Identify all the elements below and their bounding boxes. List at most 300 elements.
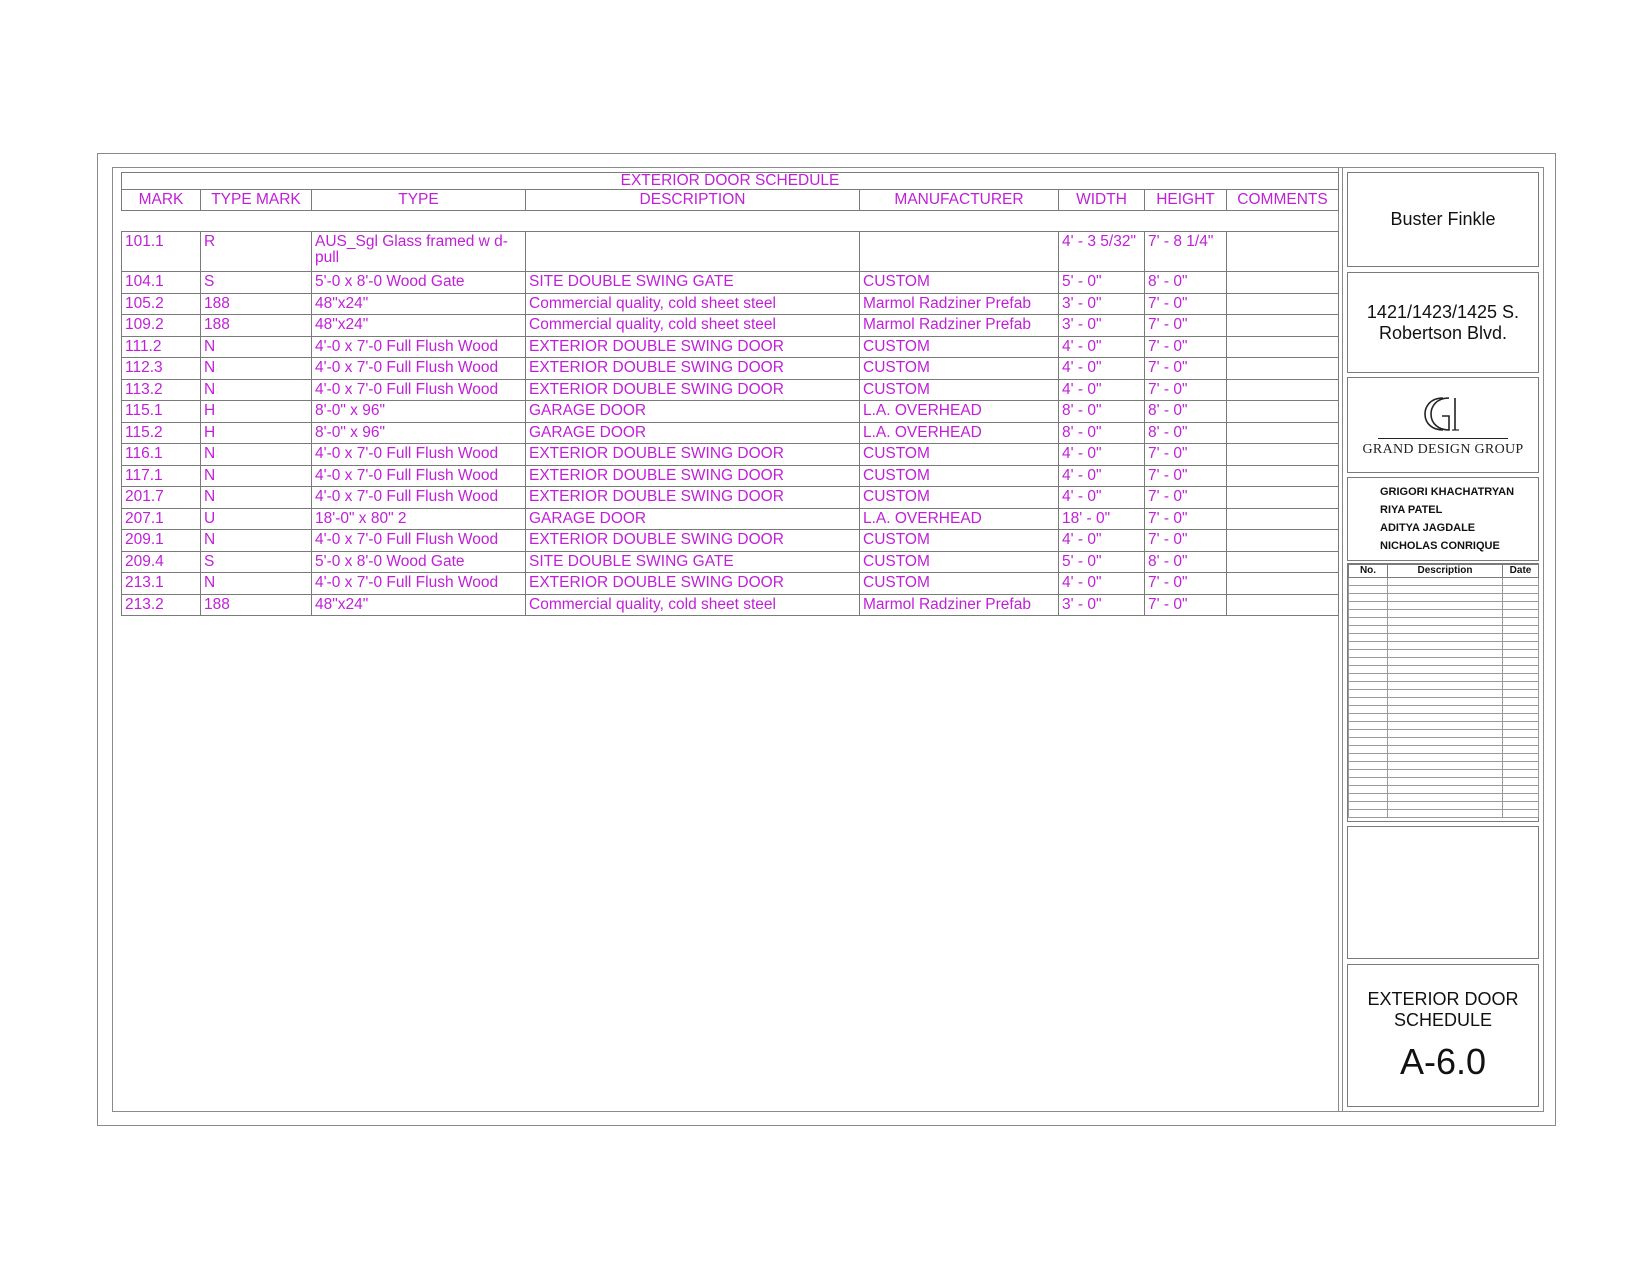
team-member: NICHOLAS CONRIQUE <box>1380 540 1500 552</box>
revision-cell <box>1349 586 1388 594</box>
client-box <box>1347 172 1539 267</box>
revision-cell <box>1503 794 1539 802</box>
schedule-cell: N <box>201 487 312 509</box>
schedule-cell: 7' - 0" <box>1145 465 1227 487</box>
revision-cell <box>1388 698 1503 706</box>
revision-row <box>1349 706 1539 714</box>
schedule-cell: L.A. OVERHEAD <box>860 401 1059 423</box>
revision-cell <box>1349 658 1388 666</box>
revision-cell <box>1349 594 1388 602</box>
revision-cell <box>1503 602 1539 610</box>
schedule-cell: EXTERIOR DOUBLE SWING DOOR <box>526 358 860 380</box>
schedule-cell <box>1227 530 1339 552</box>
schedule-cell: 188 <box>201 594 312 616</box>
schedule-cell: EXTERIOR DOUBLE SWING DOOR <box>526 465 860 487</box>
schedule-cell: L.A. OVERHEAD <box>860 422 1059 444</box>
schedule-cell: H <box>201 422 312 444</box>
revision-cell <box>1503 682 1539 690</box>
schedule-cell: EXTERIOR DOUBLE SWING DOOR <box>526 336 860 358</box>
revision-cell <box>1388 618 1503 626</box>
schedule-cell: 4'-0 x 7'-0 Full Flush Wood <box>312 379 526 401</box>
revision-rows <box>1349 578 1539 818</box>
address-line-1: 1421/1423/1425 S. <box>1366 301 1520 322</box>
schedule-body <box>122 211 1339 616</box>
column-header: HEIGHT <box>1145 190 1227 211</box>
revision-cell <box>1503 802 1539 810</box>
revision-cell <box>1388 746 1503 754</box>
revision-cell <box>1349 666 1388 674</box>
revision-cell <box>1503 786 1539 794</box>
revision-cell <box>1388 810 1503 818</box>
revision-row <box>1349 634 1539 642</box>
revision-cell <box>1388 602 1503 610</box>
column-header: MARK <box>122 190 201 211</box>
schedule-cell <box>1227 594 1339 616</box>
schedule-cell: 188 <box>201 315 312 337</box>
revision-cell <box>1349 802 1388 810</box>
schedule-cell: 116.1 <box>122 444 201 466</box>
revision-cell <box>1388 778 1503 786</box>
team-member: RIYA PATEL <box>1380 504 1443 516</box>
schedule-row <box>122 422 1339 444</box>
sheet-info-box <box>1347 964 1539 1107</box>
schedule-cell: CUSTOM <box>860 487 1059 509</box>
logo-text: GRAND DESIGN GROUP <box>1362 442 1524 457</box>
column-header: WIDTH <box>1059 190 1145 211</box>
schedule-cell: 4'-0 x 7'-0 Full Flush Wood <box>312 444 526 466</box>
schedule-row <box>122 487 1339 509</box>
schedule-cell: 4' - 0" <box>1059 336 1145 358</box>
schedule-cell: 3' - 0" <box>1059 293 1145 315</box>
team-box <box>1347 477 1539 561</box>
schedule-cell: 4'-0 x 7'-0 Full Flush Wood <box>312 530 526 552</box>
schedule-cell: 8' - 0" <box>1145 422 1227 444</box>
revision-cell <box>1388 658 1503 666</box>
schedule-cell: 8' - 0" <box>1145 551 1227 573</box>
logo-box <box>1347 377 1539 473</box>
schedule-cell: EXTERIOR DOUBLE SWING DOOR <box>526 487 860 509</box>
schedule-cell: 111.2 <box>122 336 201 358</box>
revision-cell <box>1349 706 1388 714</box>
schedule-cell: 7' - 8 1/4" <box>1145 232 1227 272</box>
revision-cell <box>1503 594 1539 602</box>
schedule-cell: 7' - 0" <box>1145 315 1227 337</box>
revision-row <box>1349 762 1539 770</box>
schedule-cell: SITE DOUBLE SWING GATE <box>526 551 860 573</box>
schedule-cell: CUSTOM <box>860 444 1059 466</box>
schedule-cell: 8' - 0" <box>1145 272 1227 294</box>
revision-cell <box>1503 778 1539 786</box>
schedule-row <box>122 401 1339 423</box>
schedule-cell: 4'-0 x 7'-0 Full Flush Wood <box>312 465 526 487</box>
revision-cell <box>1503 578 1539 586</box>
stamp-box <box>1347 826 1539 959</box>
schedule-cell: 115.2 <box>122 422 201 444</box>
schedule-cell: 8'-0" x 96" <box>312 422 526 444</box>
revision-cell <box>1503 674 1539 682</box>
column-header: COMMENTS <box>1227 190 1339 211</box>
schedule-cell: 113.2 <box>122 379 201 401</box>
schedule-cell: CUSTOM <box>860 551 1059 573</box>
revision-row <box>1349 650 1539 658</box>
revision-row <box>1349 738 1539 746</box>
schedule-cell: 3' - 0" <box>1059 315 1145 337</box>
schedule-cell: 5'-0 x 8'-0 Wood Gate <box>312 551 526 573</box>
schedule-row <box>122 358 1339 380</box>
schedule-cell: 7' - 0" <box>1145 444 1227 466</box>
revision-cell <box>1503 618 1539 626</box>
schedule-cell: 105.2 <box>122 293 201 315</box>
revision-row <box>1349 802 1539 810</box>
revision-cell <box>1503 634 1539 642</box>
schedule-cell: 7' - 0" <box>1145 293 1227 315</box>
revision-cell <box>1388 706 1503 714</box>
revision-row <box>1349 754 1539 762</box>
schedule-cell: 4' - 0" <box>1059 465 1145 487</box>
schedule-row <box>122 315 1339 337</box>
revision-cell <box>1349 786 1388 794</box>
schedule-cell: Marmol Radziner Prefab <box>860 315 1059 337</box>
schedule-cell: L.A. OVERHEAD <box>860 508 1059 530</box>
revision-row <box>1349 778 1539 786</box>
schedule-cell: 5' - 0" <box>1059 272 1145 294</box>
schedule-row <box>122 272 1339 294</box>
schedule-cell: EXTERIOR DOUBLE SWING DOOR <box>526 379 860 401</box>
revision-cell <box>1388 730 1503 738</box>
column-header: MANUFACTURER <box>860 190 1059 211</box>
revision-cell <box>1388 802 1503 810</box>
schedule-cell: 7' - 0" <box>1145 573 1227 595</box>
schedule-row <box>122 232 1339 272</box>
revision-cell <box>1349 618 1388 626</box>
revision-cell <box>1349 722 1388 730</box>
revision-row <box>1349 730 1539 738</box>
schedule-cell: CUSTOM <box>860 336 1059 358</box>
schedule-row <box>122 530 1339 552</box>
revision-cell <box>1349 810 1388 818</box>
schedule-cell <box>526 232 860 272</box>
revision-cell <box>1388 770 1503 778</box>
schedule-cell: CUSTOM <box>860 530 1059 552</box>
schedule-cell: AUS_Sgl Glass framed w d-pull <box>312 232 526 272</box>
revision-row <box>1349 786 1539 794</box>
schedule-cell: 4' - 0" <box>1059 379 1145 401</box>
schedule-cell: 201.7 <box>122 487 201 509</box>
schedule-cell: 7' - 0" <box>1145 508 1227 530</box>
revision-cell <box>1349 746 1388 754</box>
schedule-cell: 48"x24" <box>312 315 526 337</box>
column-header: DESCRIPTION <box>526 190 860 211</box>
revision-cell <box>1503 650 1539 658</box>
schedule-cell: 213.2 <box>122 594 201 616</box>
revision-cell <box>1349 578 1388 586</box>
schedule-cell: 207.1 <box>122 508 201 530</box>
schedule-row <box>122 594 1339 616</box>
schedule-cell <box>1227 232 1339 272</box>
schedule-cell: 4' - 0" <box>1059 530 1145 552</box>
schedule-row <box>122 293 1339 315</box>
schedule-cell: GARAGE DOOR <box>526 401 860 423</box>
schedule-cell: 4' - 0" <box>1059 573 1145 595</box>
sheet-title <box>1367 989 1518 1031</box>
schedule-cell <box>1227 508 1339 530</box>
schedule-cell: 188 <box>201 293 312 315</box>
revision-cell <box>1349 778 1388 786</box>
team-member: GRIGORI KHACHATRYAN <box>1380 486 1515 498</box>
schedule-cell: 8' - 0" <box>1145 401 1227 423</box>
revision-row <box>1349 794 1539 802</box>
schedule-cell <box>1227 444 1339 466</box>
schedule-row <box>122 444 1339 466</box>
schedule-cell: CUSTOM <box>860 465 1059 487</box>
schedule-cell: 4' - 0" <box>1059 444 1145 466</box>
revision-cell <box>1503 754 1539 762</box>
schedule-table <box>121 172 1339 616</box>
schedule-cell: N <box>201 465 312 487</box>
schedule-cell: 48"x24" <box>312 293 526 315</box>
schedule-cell: N <box>201 379 312 401</box>
revision-cell <box>1349 770 1388 778</box>
schedule-cell: CUSTOM <box>860 573 1059 595</box>
revision-cell <box>1388 578 1503 586</box>
revision-cell <box>1388 626 1503 634</box>
schedule-cell <box>860 232 1059 272</box>
schedule-cell <box>1227 551 1339 573</box>
team-list <box>1348 483 1514 555</box>
revision-cell <box>1503 610 1539 618</box>
revision-row <box>1349 610 1539 618</box>
revision-cell <box>1503 738 1539 746</box>
schedule-title: EXTERIOR DOOR SCHEDULE <box>122 173 1339 190</box>
schedule-cell <box>1227 272 1339 294</box>
revision-cell <box>1503 722 1539 730</box>
schedule-cell: GARAGE DOOR <box>526 422 860 444</box>
schedule-cell <box>1227 315 1339 337</box>
revision-cell <box>1388 586 1503 594</box>
revision-cell <box>1388 634 1503 642</box>
schedule-cell: S <box>201 551 312 573</box>
revision-row <box>1349 770 1539 778</box>
gdg-logo-icon <box>1413 392 1473 436</box>
revision-cell <box>1349 714 1388 722</box>
revision-cell <box>1349 794 1388 802</box>
schedule-cell: 209.4 <box>122 551 201 573</box>
revision-row <box>1349 666 1539 674</box>
client-name: Buster Finkle <box>1390 209 1496 229</box>
revision-cell <box>1388 714 1503 722</box>
schedule-cell: 4'-0 x 7'-0 Full Flush Wood <box>312 487 526 509</box>
revision-row <box>1349 698 1539 706</box>
revision-cell <box>1503 586 1539 594</box>
schedule-cell: 4' - 0" <box>1059 358 1145 380</box>
revision-cell <box>1349 610 1388 618</box>
revision-cell <box>1503 746 1539 754</box>
schedule-cell: Commercial quality, cold sheet steel <box>526 315 860 337</box>
revision-row <box>1349 714 1539 722</box>
schedule-cell: GARAGE DOOR <box>526 508 860 530</box>
team-member: ADITYA JAGDALE <box>1380 522 1476 534</box>
revision-cell <box>1349 754 1388 762</box>
revision-cell <box>1503 714 1539 722</box>
revision-cell <box>1349 602 1388 610</box>
schedule-cell: 4' - 0" <box>1059 487 1145 509</box>
revision-cell <box>1388 674 1503 682</box>
schedule-cell: CUSTOM <box>860 379 1059 401</box>
schedule-row <box>122 508 1339 530</box>
revision-box <box>1347 563 1539 822</box>
schedule-cell: 115.1 <box>122 401 201 423</box>
schedule-cell: 7' - 0" <box>1145 336 1227 358</box>
schedule-cell: N <box>201 358 312 380</box>
schedule-cell: N <box>201 573 312 595</box>
schedule-cell: Marmol Radziner Prefab <box>860 293 1059 315</box>
revision-cell <box>1503 730 1539 738</box>
revision-row <box>1349 722 1539 730</box>
schedule-cell <box>1227 487 1339 509</box>
schedule-cell: 7' - 0" <box>1145 358 1227 380</box>
schedule-cell: 112.3 <box>122 358 201 380</box>
revision-cell <box>1349 650 1388 658</box>
schedule-cell: EXTERIOR DOUBLE SWING DOOR <box>526 530 860 552</box>
schedule-cell: H <box>201 401 312 423</box>
revision-row <box>1349 690 1539 698</box>
schedule-cell: 7' - 0" <box>1145 379 1227 401</box>
schedule-cell: 4'-0 x 7'-0 Full Flush Wood <box>312 573 526 595</box>
revision-cell <box>1349 730 1388 738</box>
schedule-cell: 5' - 0" <box>1059 551 1145 573</box>
revision-cell <box>1388 642 1503 650</box>
schedule-cell <box>1227 573 1339 595</box>
schedule-cell: 213.1 <box>122 573 201 595</box>
schedule-cell: SITE DOUBLE SWING GATE <box>526 272 860 294</box>
schedule-cell: S <box>201 272 312 294</box>
schedule-cell: CUSTOM <box>860 272 1059 294</box>
schedule-cell: U <box>201 508 312 530</box>
logo-rule <box>1378 438 1508 439</box>
revision-cell <box>1349 642 1388 650</box>
revision-cell <box>1503 770 1539 778</box>
revision-cell <box>1388 594 1503 602</box>
rev-header-date: Date <box>1503 565 1539 578</box>
schedule-cell: CUSTOM <box>860 358 1059 380</box>
revision-cell <box>1388 786 1503 794</box>
column-header: TYPE MARK <box>201 190 312 211</box>
revision-cell <box>1503 666 1539 674</box>
sheet-title-line-2: SCHEDULE <box>1393 1009 1492 1030</box>
revision-cell <box>1503 626 1539 634</box>
schedule-cell: 8'-0" x 96" <box>312 401 526 423</box>
revision-cell <box>1388 610 1503 618</box>
schedule-cell <box>1227 293 1339 315</box>
schedule-row <box>122 551 1339 573</box>
revision-cell <box>1349 690 1388 698</box>
schedule-cell: 48"x24" <box>312 594 526 616</box>
schedule-cell: 18'-0" x 80" 2 <box>312 508 526 530</box>
schedule-cell: EXTERIOR DOUBLE SWING DOOR <box>526 444 860 466</box>
revision-cell <box>1349 626 1388 634</box>
revision-row <box>1349 626 1539 634</box>
schedule-cell: EXTERIOR DOUBLE SWING DOOR <box>526 573 860 595</box>
schedule-cell: 4'-0 x 7'-0 Full Flush Wood <box>312 358 526 380</box>
sheet-title-line-1: EXTERIOR DOOR <box>1367 988 1519 1009</box>
schedule-cell: 209.1 <box>122 530 201 552</box>
address-line-2: Robertson Blvd. <box>1378 322 1508 343</box>
schedule-cell: N <box>201 444 312 466</box>
revision-row <box>1349 586 1539 594</box>
schedule-cell: 3' - 0" <box>1059 594 1145 616</box>
revision-cell <box>1388 738 1503 746</box>
schedule-row <box>122 336 1339 358</box>
schedule-cell: Commercial quality, cold sheet steel <box>526 293 860 315</box>
revision-row <box>1349 746 1539 754</box>
schedule-cell: 7' - 0" <box>1145 487 1227 509</box>
schedule-cell: N <box>201 530 312 552</box>
revision-row <box>1349 810 1539 818</box>
schedule-row <box>122 573 1339 595</box>
rev-header-no: No. <box>1349 565 1388 578</box>
exterior-door-schedule <box>121 172 1338 616</box>
sheet-number: A-6.0 <box>1399 1040 1487 1082</box>
revision-cell <box>1349 762 1388 770</box>
schedule-cell: Commercial quality, cold sheet steel <box>526 594 860 616</box>
revision-row <box>1349 602 1539 610</box>
revision-cell <box>1503 658 1539 666</box>
schedule-cell: 104.1 <box>122 272 201 294</box>
schedule-cell <box>1227 379 1339 401</box>
schedule-spacer-row <box>122 211 1339 232</box>
schedule-cell: 109.2 <box>122 315 201 337</box>
revision-cell <box>1349 674 1388 682</box>
schedule-row <box>122 465 1339 487</box>
revision-row <box>1349 594 1539 602</box>
revision-row <box>1349 642 1539 650</box>
schedule-cell <box>1227 401 1339 423</box>
revision-cell <box>1388 666 1503 674</box>
revision-cell <box>1503 698 1539 706</box>
schedule-cell: 7' - 0" <box>1145 530 1227 552</box>
revision-row <box>1349 658 1539 666</box>
revision-cell <box>1388 794 1503 802</box>
revision-cell <box>1349 698 1388 706</box>
revision-cell <box>1388 754 1503 762</box>
column-header: TYPE <box>312 190 526 211</box>
schedule-cell: N <box>201 336 312 358</box>
revision-cell <box>1503 706 1539 714</box>
schedule-cell: 4'-0 x 7'-0 Full Flush Wood <box>312 336 526 358</box>
revision-cell <box>1503 762 1539 770</box>
schedule-cell: 117.1 <box>122 465 201 487</box>
schedule-cell <box>1227 358 1339 380</box>
revision-row <box>1349 578 1539 586</box>
revision-table <box>1348 564 1539 818</box>
rev-header-description: Description <box>1388 565 1503 578</box>
revision-row <box>1349 674 1539 682</box>
revision-row <box>1349 618 1539 626</box>
schedule-cell: 4' - 3 5/32" <box>1059 232 1145 272</box>
revision-cell <box>1503 810 1539 818</box>
schedule-row <box>122 379 1339 401</box>
revision-cell <box>1349 634 1388 642</box>
schedule-cell <box>1227 465 1339 487</box>
revision-row <box>1349 682 1539 690</box>
revision-cell <box>1388 690 1503 698</box>
schedule-header-row <box>122 190 1339 211</box>
schedule-cell: 8' - 0" <box>1059 422 1145 444</box>
revision-cell <box>1503 642 1539 650</box>
schedule-cell: 8' - 0" <box>1059 401 1145 423</box>
revision-cell <box>1388 762 1503 770</box>
revision-cell <box>1349 682 1388 690</box>
